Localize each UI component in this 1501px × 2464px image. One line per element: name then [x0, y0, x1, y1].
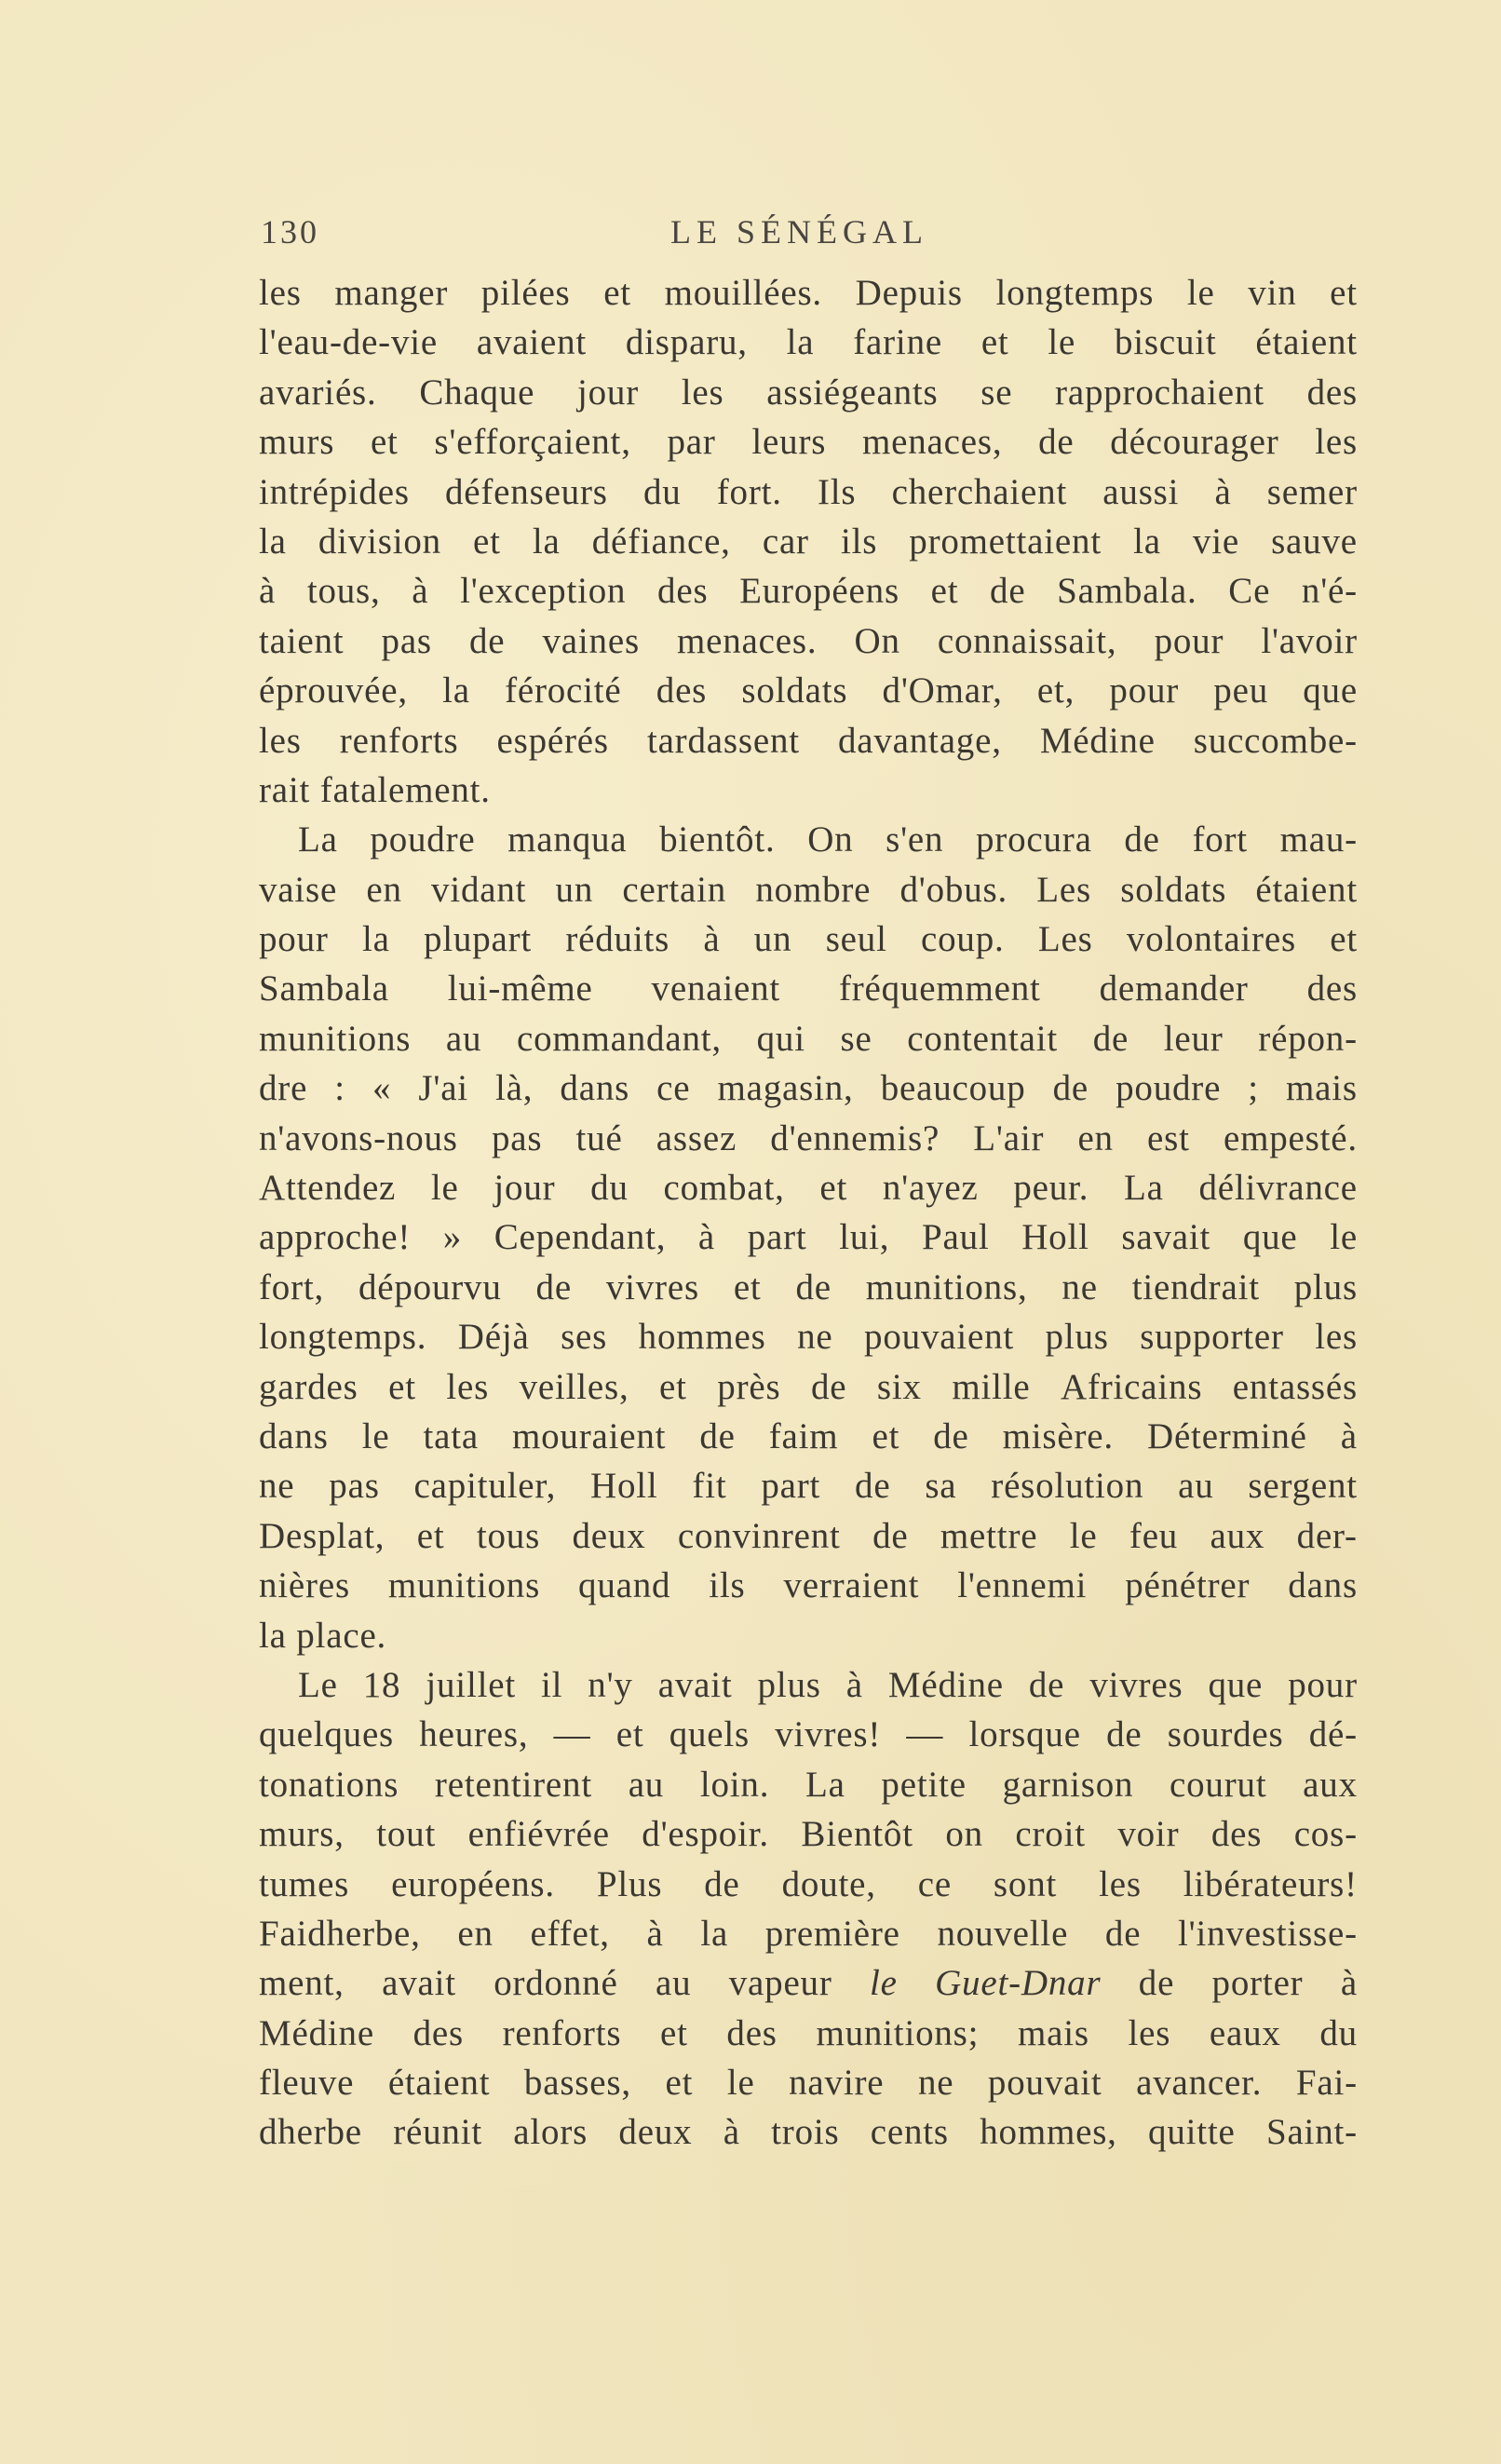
text-line: l'eau-de-vie avaient disparu, la farine et le biscuit étaient [259, 322, 1358, 363]
text-line: Attendez le jour du combat, et n'ayez peur. La délivrance [259, 1168, 1358, 1209]
text-line: rait fatalement. [259, 769, 491, 810]
text-line: dans le tata mouraient de faim et de misère. Déterminé à [259, 1415, 1358, 1456]
text-line: vaise en vidant un certain nombre d'obus. Les soldats étaient [259, 869, 1358, 910]
text-line: fleuve étaient basses, et le navire ne pouvait avancer. Fai- [259, 2063, 1358, 2104]
text-line: Desplat, et tous deux convinrent de mettre le feu aux der- [259, 1515, 1358, 1556]
text-line: tumes européens. Plus de doute, ce sont les libérateurs! [259, 1863, 1358, 1904]
text-line: nières munitions quand ils verraient l'ennemi pénétrer dans [259, 1565, 1358, 1606]
text-line: gardes et les veilles, et près de six mille Africains entassés [259, 1366, 1358, 1407]
text-line: Médine des renforts et des munitions; mais les eaux du [259, 2012, 1358, 2053]
text-line: éprouvée, la férocité des soldats d'Omar, et, pour peu que [259, 670, 1358, 711]
text-line: pour la plupart réduits à un seul coup. Les volontaires et [259, 919, 1358, 960]
text-line: dre : « J'ai là, dans ce magasin, beaucoup de poudre ; mais [259, 1068, 1358, 1109]
text-line: Faidherbe, en effet, à la première nouvelle de l'investisse- [259, 1913, 1358, 1954]
page-number: 130 [261, 213, 319, 250]
text-line: la division et la défiance, car ils promettaient la vie sauve [259, 521, 1358, 562]
text-line: approche! » Cependant, à part lui, Paul Holl savait que le [259, 1217, 1358, 1258]
text-line: Le 18 juillet il n'y avait plus à Médine de vivres que pour [298, 1664, 1358, 1705]
text-line: n'avons-nous pas tué assez d'ennemis? L'air en est empesté. [259, 1117, 1358, 1158]
text-line: la place. [259, 1615, 387, 1656]
text-line: taient pas de vaines menaces. On connaissait, pour l'avoir [259, 620, 1358, 661]
text-line: murs et s'efforçaient, par leurs menaces, de décourager les [259, 422, 1358, 463]
text-line: les manger pilées et mouillées. Depuis longtemps le vin et [259, 273, 1358, 313]
text-line: ne pas capituler, Holl fit part de sa résolution au sergent [259, 1466, 1358, 1507]
text-line: dherbe réunit alors deux à trois cents hommes, quitte Saint- [259, 2112, 1358, 2153]
text-line: murs, tout enfiévrée d'espoir. Bientôt on croit voir des cos- [259, 1814, 1358, 1855]
text-line: Sambala lui-même venaient fréquemment demander des [259, 968, 1358, 1009]
text-line: fort, dépourvu de vivres et de munitions, ne tiendrait plus [259, 1266, 1358, 1307]
text-line: longtemps. Déjà ses hommes ne pouvaient plus supporter les [259, 1317, 1358, 1358]
body-text [259, 272, 1358, 2161]
text-line: ment, avait ordonné au vapeur le Guet-Dnar de porter à [259, 1963, 1358, 2004]
text-line: La poudre manqua bientôt. On s'en procura de fort mau- [298, 819, 1358, 860]
text-line: avariés. Chaque jour les assiégeants se rapprochaient des [259, 372, 1358, 413]
running-title: LE SÉNÉGAL [670, 213, 928, 250]
text-line: intrépides défenseurs du fort. Ils cherchaient aussi à semer [259, 471, 1358, 512]
text-line: à tous, à l'exception des Européens et de Sambala. Ce n'é- [259, 571, 1358, 612]
text-line: les renforts espérés tardassent davantage, Médine succombe- [259, 720, 1358, 761]
running-head [261, 212, 1355, 259]
text-line: quelques heures, — et quels vivres! — lorsque de sourdes dé- [259, 1714, 1358, 1755]
text-line: munitions au commandant, qui se contentait de leur répon- [259, 1018, 1358, 1059]
text-line: tonations retentirent au loin. La petite garnison courut aux [259, 1764, 1358, 1805]
